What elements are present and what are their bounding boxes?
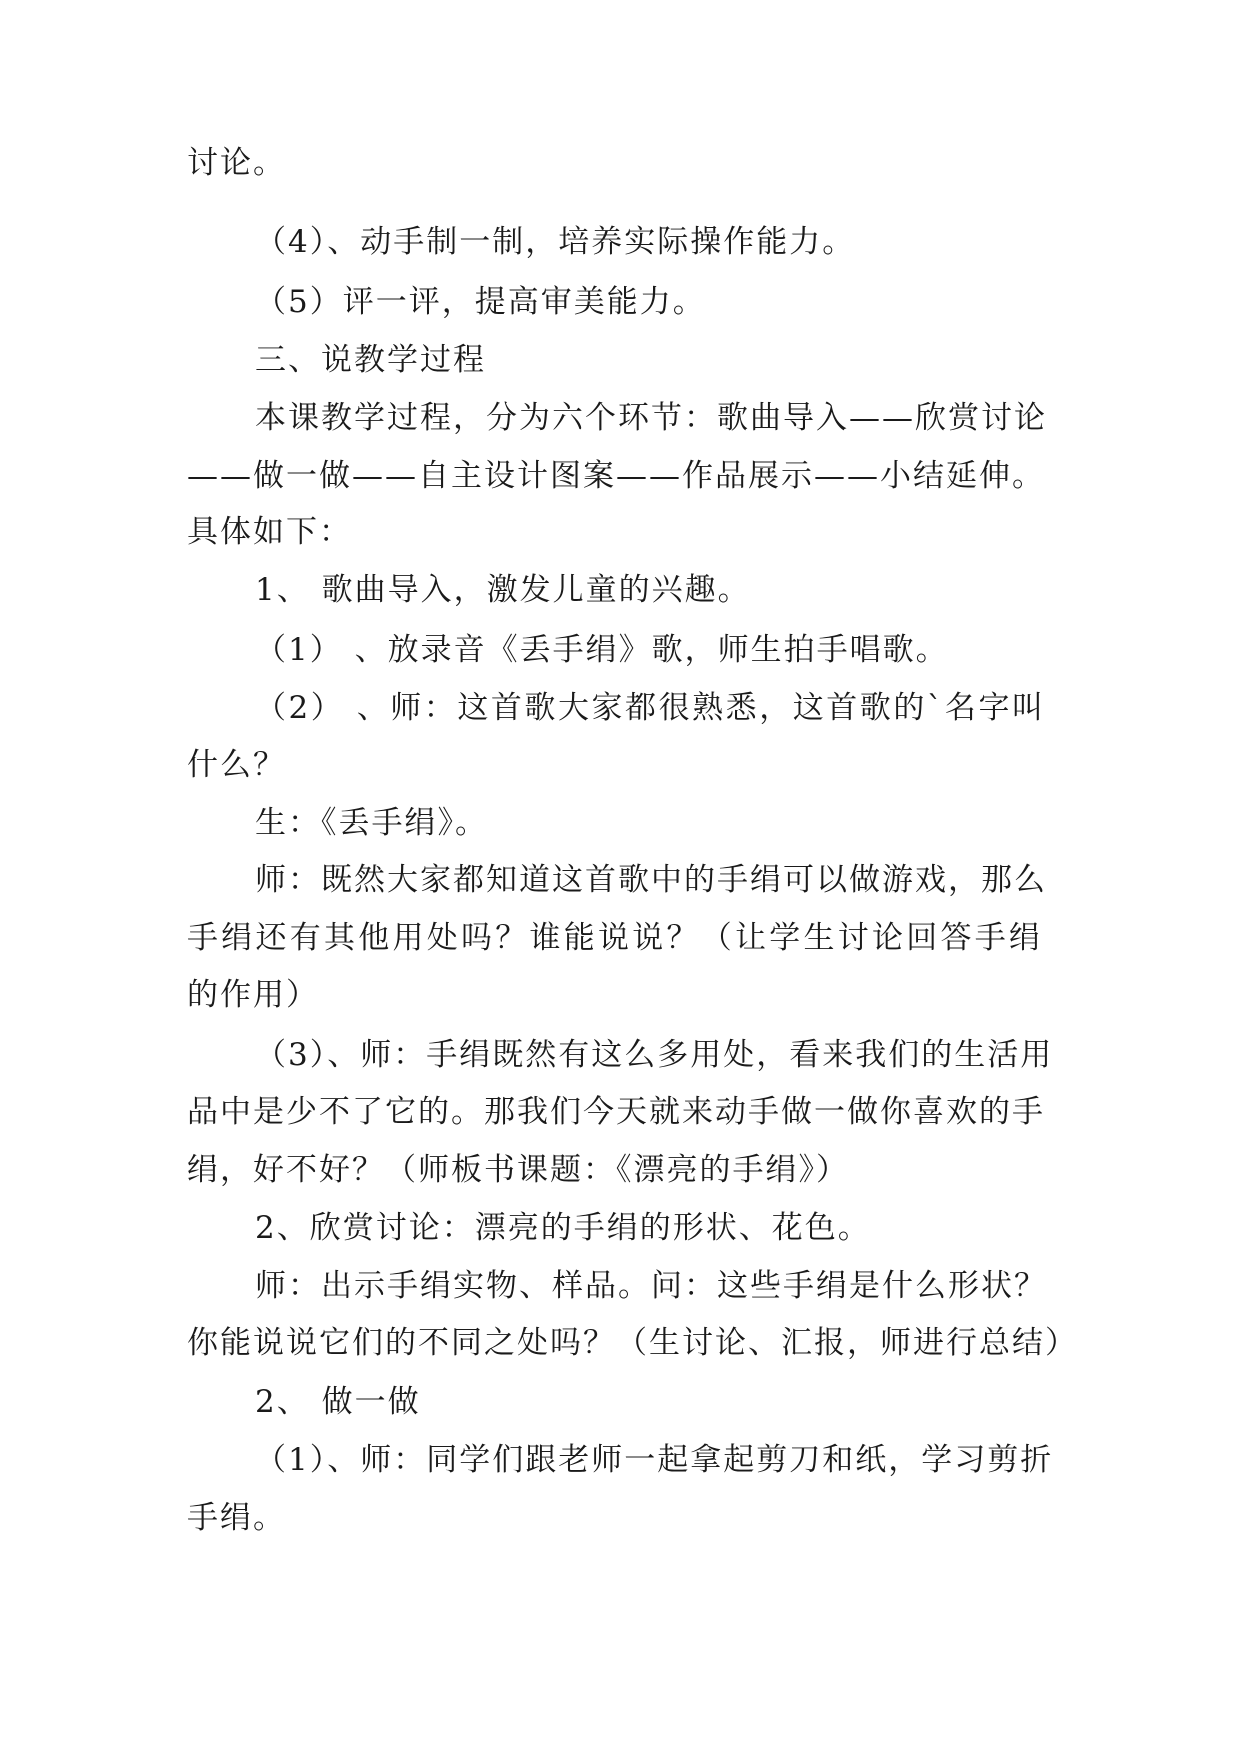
text-line-2: （4）、动手制一制，培养实际操作能力。 [255,224,856,260]
text-line-22: 2、 做一做 [255,1384,421,1420]
text-line-6: ——做一做——自主设计图案——作品展示——小结延伸。 [187,458,1045,494]
text-line-9: （1） 、放录音《丢手绢》歌，师生拍手唱歌。 [255,632,949,668]
text-line-5: 本课教学过程，分为六个环节：歌曲导入——欣赏讨论 [255,400,1047,436]
text-line-8: 1、 歌曲导入，激发儿童的兴趣。 [255,572,751,608]
text-line-14: 手绢还有其他用处吗？谁能说说？（让学生讨论回答手绢 [187,920,1042,956]
text-line-17: 品中是少不了它的。那我们今天就来动手做一做你喜欢的手 [187,1094,1045,1130]
text-line-16: （3）、师：手绢既然有这么多用处，看来我们的生活用 [255,1037,1054,1073]
text-line-15: 的作用） [187,977,319,1013]
text-line-18: 绢，好不好？（师板书课题：《漂亮的手绢》） [187,1152,849,1188]
text-line-11: 什么？ [187,747,286,783]
text-line-1: 讨论。 [187,145,286,181]
text-line-3: （5）评一评，提高审美能力。 [255,284,706,320]
text-line-12: 生：《丢手绢》。 [255,805,488,841]
text-line-10: （2） 、师：这首歌大家都很熟悉，这首歌的`名字叫 [255,690,1045,726]
text-line-24: 手绢。 [187,1500,286,1536]
text-line-7: 具体如下： [187,514,352,550]
section-heading: 三、说教学过程 [255,342,486,378]
text-line-23: （1）、师：同学们跟老师一起拿起剪刀和纸，学习剪折 [255,1442,1054,1478]
text-line-20: 师：出示手绢实物、样品。问：这些手绢是什么形状？ [255,1268,1047,1304]
text-line-21: 你能说说它们的不同之处吗？（生讨论、汇报，师进行总结） [187,1325,1078,1361]
text-line-13: 师：既然大家都知道这首歌中的手绢可以做游戏，那么 [255,862,1047,898]
text-line-19: 2、欣赏讨论：漂亮的手绢的形状、花色。 [255,1210,871,1246]
